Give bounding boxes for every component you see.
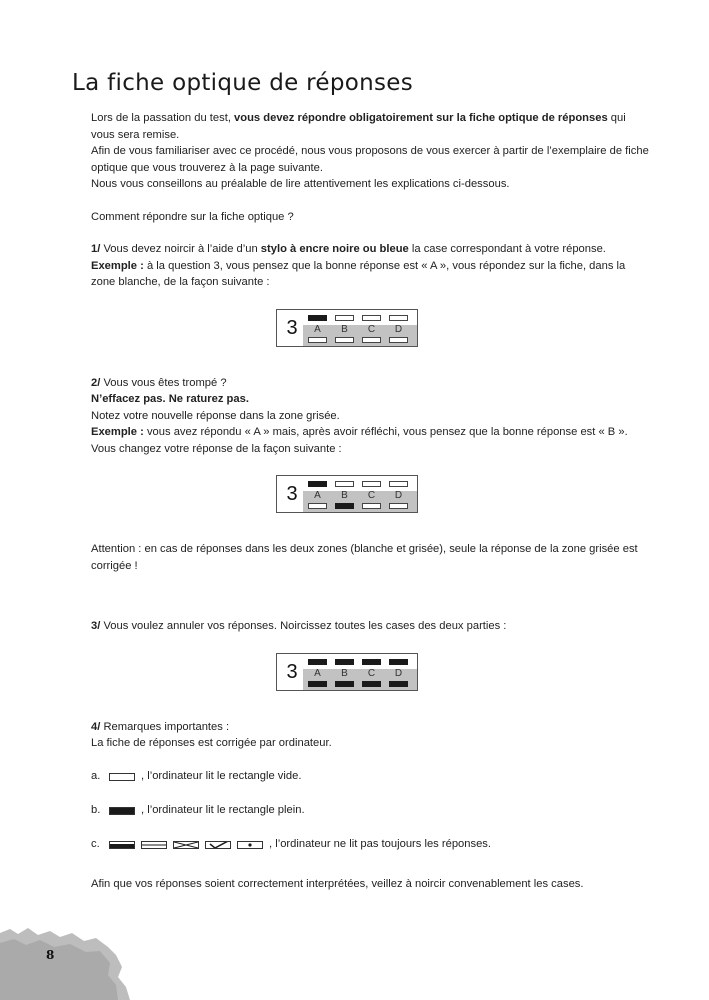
final-note: Afin que vos réponses soient correctement interprétées, veillez à noircir convenablement les cases. <box>91 877 584 890</box>
section-1-number: 1/ <box>91 243 101 255</box>
answer-sheet-example-3 <box>276 653 418 691</box>
white-zone-cell-c <box>362 481 381 487</box>
white-zone-cell-d <box>389 315 408 321</box>
section-1-text: Vous devez noircir à l’aide d’un <box>100 243 261 255</box>
cell-letter-d: D <box>394 323 403 335</box>
section-4-line: La fiche de réponses est corrigée par ordinateur. <box>91 737 332 749</box>
remark-c-label: c. <box>91 838 100 851</box>
page-number: 8 <box>46 948 55 962</box>
intro-text: Lors de la passation du test, <box>91 112 235 124</box>
cell-letter-c: C <box>367 667 376 679</box>
white-zone-cell-d <box>389 659 408 665</box>
example-label: Exemple : <box>91 259 144 272</box>
remark-a-label: a. <box>91 770 101 783</box>
section-4 <box>91 719 651 752</box>
white-zone-cell-d <box>389 481 408 487</box>
gray-zone-cell-a <box>308 681 327 687</box>
section-2 <box>91 375 651 458</box>
gray-zone-cell-d <box>389 681 408 687</box>
section-1-bold: stylo à encre noire ou bleue <box>260 243 409 255</box>
partially-filled-rectangle-icon <box>109 841 135 849</box>
cell-letter-c: C <box>367 323 376 335</box>
gray-zone-cell-c <box>362 503 381 509</box>
cell-letter-a: A <box>314 667 321 679</box>
gray-zone-cell-c <box>362 337 381 343</box>
dotted-rectangle-icon <box>237 841 263 849</box>
gray-zone-cell-b <box>335 503 354 509</box>
example-label: Exemple : <box>91 426 144 438</box>
section-2-text: Vous vous êtes trompé ? <box>100 376 227 389</box>
white-zone-cell-a <box>308 315 327 321</box>
remark-b-text: , l’ordinateur lit le rectangle plein. <box>141 804 305 817</box>
cell-letter-a: A <box>314 490 321 501</box>
section-3 <box>91 618 651 635</box>
empty-rectangle-icon <box>109 773 135 781</box>
answer-sheet-example-1 <box>276 309 418 347</box>
remark-c <box>91 836 651 854</box>
gray-zone-cell-d <box>389 503 408 509</box>
page-title: La fiche optique de réponses <box>72 70 414 96</box>
lined-rectangle-icon <box>141 841 167 849</box>
white-zone-cell-c <box>362 659 381 665</box>
page-body <box>91 110 651 892</box>
question-line: Comment répondre sur la fiche optique ? <box>91 210 294 223</box>
gray-zone-cell-a <box>308 337 327 343</box>
gray-zone-cell-b <box>335 337 354 343</box>
gray-zone-cell-a <box>308 503 327 509</box>
sheet-question-number: 3 <box>286 660 298 683</box>
checkmark-rectangle-icon <box>205 841 231 849</box>
filled-rectangle-icon <box>109 807 135 815</box>
white-zone-cell-b <box>335 315 354 321</box>
remark-a-text: , l’ordinateur lit le rectangle vide. <box>141 770 302 783</box>
intro-line-2: Afin de vous familiariser avec ce procédé, nous vous proposons de vous exercer à partir de l’exemplaire de fiche optique que vous trouverez à la page suivante. <box>91 145 649 174</box>
white-zone-cell-b <box>335 481 354 487</box>
white-zone-cell-a <box>308 481 327 487</box>
section-2-number: 2/ <box>91 376 101 389</box>
section-1 <box>91 241 651 291</box>
gray-zone-cell-c <box>362 681 381 687</box>
answer-sheet-example-2 <box>276 475 418 513</box>
remark-a <box>91 768 651 786</box>
cell-letter-b: B <box>341 323 348 335</box>
intro-text-end: qui vous sera remise. <box>91 112 626 141</box>
section-2-line: Notez votre nouvelle réponse dans la zone grisée. <box>91 409 340 422</box>
white-zone-cell-c <box>362 315 381 321</box>
sheet-question-number: 3 <box>286 483 298 505</box>
cell-letter-a: A <box>314 323 321 335</box>
section-2-bold: N’effacez pas. Ne raturez pas. <box>91 393 249 405</box>
section-4-text: Remarques importantes : <box>100 720 230 733</box>
remark-c-text: , l’ordinateur ne lit pas toujours les réponses. <box>269 838 492 851</box>
example-text: à la question 3, vous pensez que la bonne réponse est « A », vous répondez sur la fiche, dans la zone blanche, de la façon suivante : <box>91 259 626 288</box>
example-text: vous avez répondu « A » mais, après avoir réfléchi, vous pensez que la bonne réponse est « B ». Vous changez votre réponse de la façon suivante : <box>91 426 628 455</box>
white-zone-cell-a <box>308 659 327 665</box>
cell-letter-d: D <box>394 490 403 501</box>
intro-bold: vous devez répondre obligatoirement sur la fiche optique de réponses <box>234 112 608 124</box>
crossed-rectangle-icon <box>173 841 199 849</box>
section-4-number: 4/ <box>91 720 101 733</box>
cell-letter-c: C <box>367 490 376 501</box>
remark-b-label: b. <box>91 804 101 817</box>
white-zone-cell-b <box>335 659 354 665</box>
cell-letter-d: D <box>394 667 403 679</box>
sheet-question-number: 3 <box>286 316 298 339</box>
section-1-text-end: la case correspondant à votre réponse. <box>408 243 606 255</box>
intro-paragraph <box>91 110 651 193</box>
cell-letter-b: B <box>341 667 348 679</box>
intro-line-3: Nous vous conseillons au préalable de lire attentivement les explications ci-dessous. <box>91 178 510 190</box>
torn-paper-decoration <box>0 925 130 1000</box>
gray-zone-cell-d <box>389 337 408 343</box>
remark-b <box>91 802 651 820</box>
cell-letter-b: B <box>341 490 348 501</box>
section-3-text: Vous voulez annuler vos réponses. Noircissez toutes les cases des deux parties : <box>100 620 507 632</box>
gray-zone-cell-b <box>335 681 354 687</box>
attention-note: Attention : en cas de réponses dans les deux zones (blanche et grisée), seule la réponse de la zone grisée est corrigée ! <box>91 543 638 572</box>
section-3-number: 3/ <box>91 620 101 632</box>
